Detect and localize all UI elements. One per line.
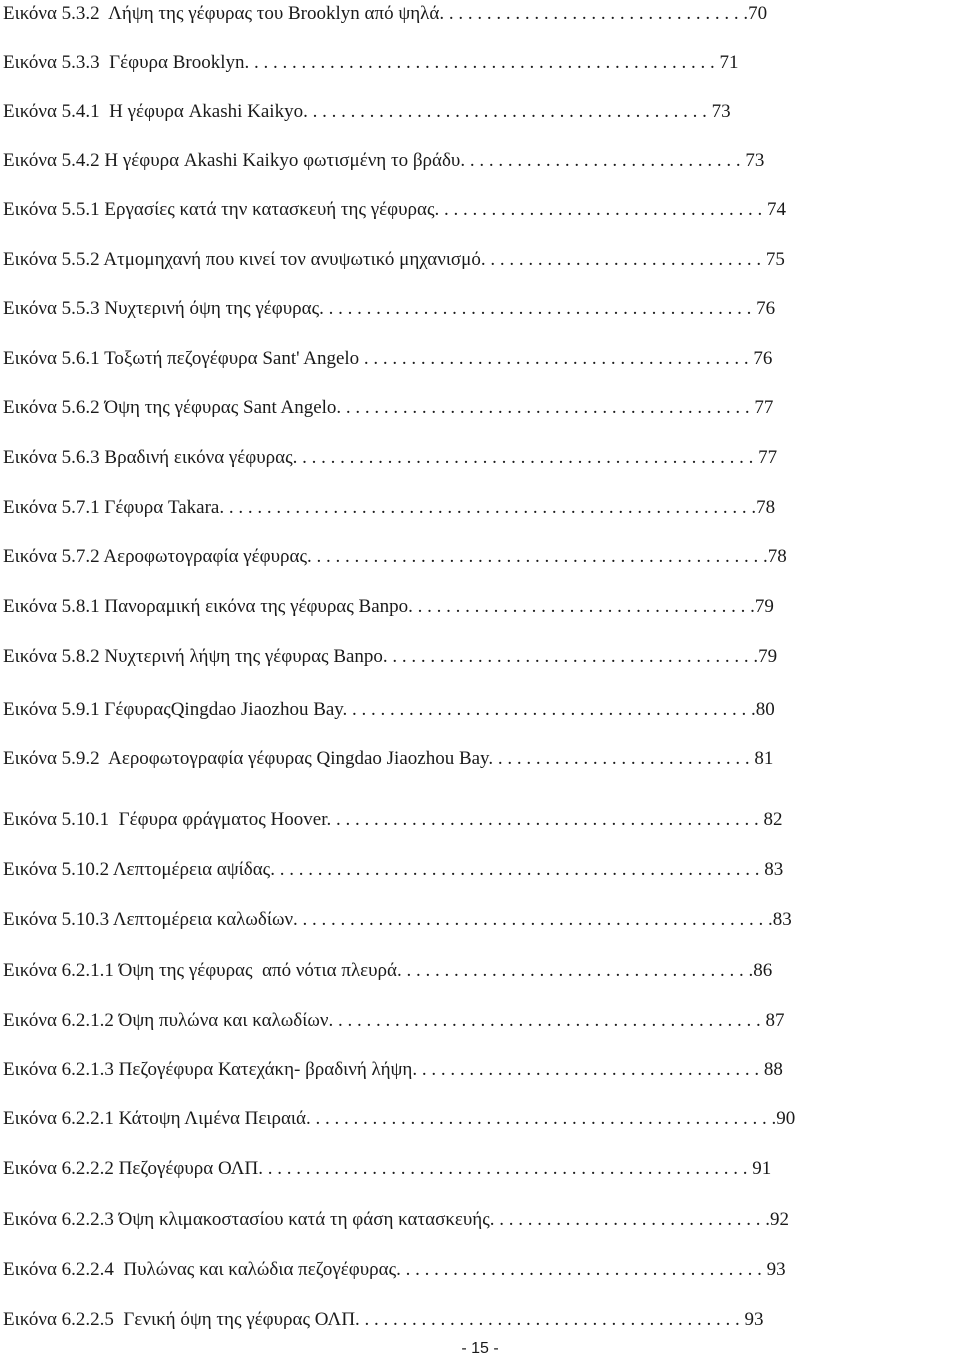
toc-entry: Εικόνα 5.9.2 Αεροφωτογραφία γέφυρας Qingdao Jiaozhou Bay. . . . . . . . . . . . . . . . . . . . . . . . . . . . 81: [3, 748, 774, 769]
toc-entry: Εικόνα 5.3.3 Γέφυρα Brooklyn. . . . . . . . . . . . . . . . . . . . . . . . . . . . . . . . . . . . . . . . . . . . . . . . . . 71: [3, 52, 739, 73]
toc-entry: Εικόνα 6.2.2.1 Κάτοψη Λιμένα Πειραιά. . . . . . . . . . . . . . . . . . . . . . . . . . . . . . . . . . . . . . . . . . . . . . . . . .90: [3, 1108, 796, 1129]
toc-entry: Εικόνα 5.10.2 Λεπτομέρεια αψίδας. . . . . . . . . . . . . . . . . . . . . . . . . . . . . . . . . . . . . . . . . . . . . . . . . . . . 83: [3, 859, 784, 880]
toc-entry: Εικόνα 5.4.2 Η γέφυρα Akashi Kaikyo φωτισμένη το βράδυ. . . . . . . . . . . . . . . . . . . . . . . . . . . . . . 73: [3, 150, 765, 171]
toc-entry: Εικόνα 6.2.2.4 Πυλώνας και καλώδια πεζογέφυρας. . . . . . . . . . . . . . . . . . . . . . . . . . . . . . . . . . . . . . . 93: [3, 1259, 786, 1280]
toc-entry: Εικόνα 6.2.2.3 Όψη κλιμακοστασίου κατά τη φάση κατασκευής. . . . . . . . . . . . . . . . . . . . . . . . . . . . . .92: [3, 1209, 790, 1230]
toc-entry: Εικόνα 5.4.1 Η γέφυρα Akashi Kaikyo. . . . . . . . . . . . . . . . . . . . . . . . . . . . . . . . . . . . . . . . . . . 73: [3, 101, 731, 122]
page-number: - 15 -: [461, 1340, 499, 1357]
toc-entry: Εικόνα 5.8.1 Πανοραμική εικόνα της γέφυρας Banpo. . . . . . . . . . . . . . . . . . . . . . . . . . . . . . . . . . . . .79: [3, 596, 774, 617]
toc-entry: Εικόνα 5.8.2 Νυχτερινή λήψη της γέφυρας Banpo. . . . . . . . . . . . . . . . . . . . . . . . . . . . . . . . . . . . . . . .79: [3, 646, 778, 667]
toc-entry: Εικόνα 6.2.2.5 Γενική όψη της γέφυρας ΟΛΠ. . . . . . . . . . . . . . . . . . . . . . . . . . . . . . . . . . . . . . . . . 93: [3, 1309, 764, 1330]
toc-entry: Εικόνα 5.6.1 Τοξωτή πεζογέφυρα Sant' Angelo . . . . . . . . . . . . . . . . . . . . . . . . . . . . . . . . . . . . . . . . . 76: [3, 348, 773, 369]
toc-entry: Εικόνα 6.2.1.3 Πεζογέφυρα Κατεχάκη- βραδινή λήψη. . . . . . . . . . . . . . . . . . . . . . . . . . . . . . . . . . . . . 88: [3, 1059, 783, 1080]
toc-entry: Εικόνα 5.5.1 Εργασίες κατά την κατασκευή της γέφυρας. . . . . . . . . . . . . . . . . . . . . . . . . . . . . . . . . . . 74: [3, 199, 786, 220]
toc-entry: Εικόνα 6.2.2.2 Πεζογέφυρα ΟΛΠ. . . . . . . . . . . . . . . . . . . . . . . . . . . . . . . . . . . . . . . . . . . . . . . . . . . . 91: [3, 1158, 772, 1179]
toc-entry: Εικόνα 5.6.2 Όψη της γέφυρας Sant Angelo. . . . . . . . . . . . . . . . . . . . . . . . . . . . . . . . . . . . . . . . . . . . 77: [3, 397, 774, 418]
toc-entry: Εικόνα 5.6.3 Βραδινή εικόνα γέφυρας. . . . . . . . . . . . . . . . . . . . . . . . . . . . . . . . . . . . . . . . . . . . . . . . . 77: [3, 447, 778, 468]
toc-entry: Εικόνα 5.10.3 Λεπτομέρεια καλωδίων. . . . . . . . . . . . . . . . . . . . . . . . . . . . . . . . . . . . . . . . . . . . . . . . . . .83: [3, 909, 792, 930]
toc-entry: Εικόνα 5.5.2 Ατμομηχανή που κινεί τον ανυψωτικό μηχανισμό. . . . . . . . . . . . . . . . . . . . . . . . . . . . . . 75: [3, 249, 785, 270]
toc-entry: Εικόνα 5.3.2 Λήψη της γέφυρας του Brooklyn από ψηλά. . . . . . . . . . . . . . . . . . . . . . . . . . . . . . . . .70: [3, 3, 768, 24]
toc-entry: Εικόνα 5.10.1 Γέφυρα φράγματος Hoover. . . . . . . . . . . . . . . . . . . . . . . . . . . . . . . . . . . . . . . . . . . . . . 82: [3, 809, 783, 830]
toc-entry: Εικόνα 6.2.1.2 Όψη πυλώνα και καλωδίων. . . . . . . . . . . . . . . . . . . . . . . . . . . . . . . . . . . . . . . . . . . . . . 87: [3, 1010, 785, 1031]
toc-entry: Εικόνα 5.5.3 Νυχτερινή όψη της γέφυρας. . . . . . . . . . . . . . . . . . . . . . . . . . . . . . . . . . . . . . . . . . . . . . 76: [3, 298, 776, 319]
toc-entry: Εικόνα 5.7.2 Αεροφωτογραφία γέφυρας. . . . . . . . . . . . . . . . . . . . . . . . . . . . . . . . . . . . . . . . . . . . . . . . .78: [3, 546, 787, 567]
toc-entry: Εικόνα 5.7.1 Γέφυρα Takara. . . . . . . . . . . . . . . . . . . . . . . . . . . . . . . . . . . . . . . . . . . . . . . . . . . . . . . . .78: [3, 497, 776, 518]
toc-entry: Εικόνα 6.2.1.1 Όψη της γέφυρας από νότια πλευρά. . . . . . . . . . . . . . . . . . . . . . . . . . . . . . . . . . . . . .86: [3, 960, 773, 981]
toc-entry: Εικόνα 5.9.1 ΓέφυραςQingdao Jiaozhou Bay. . . . . . . . . . . . . . . . . . . . . . . . . . . . . . . . . . . . . . . . . . . .80: [3, 699, 775, 720]
